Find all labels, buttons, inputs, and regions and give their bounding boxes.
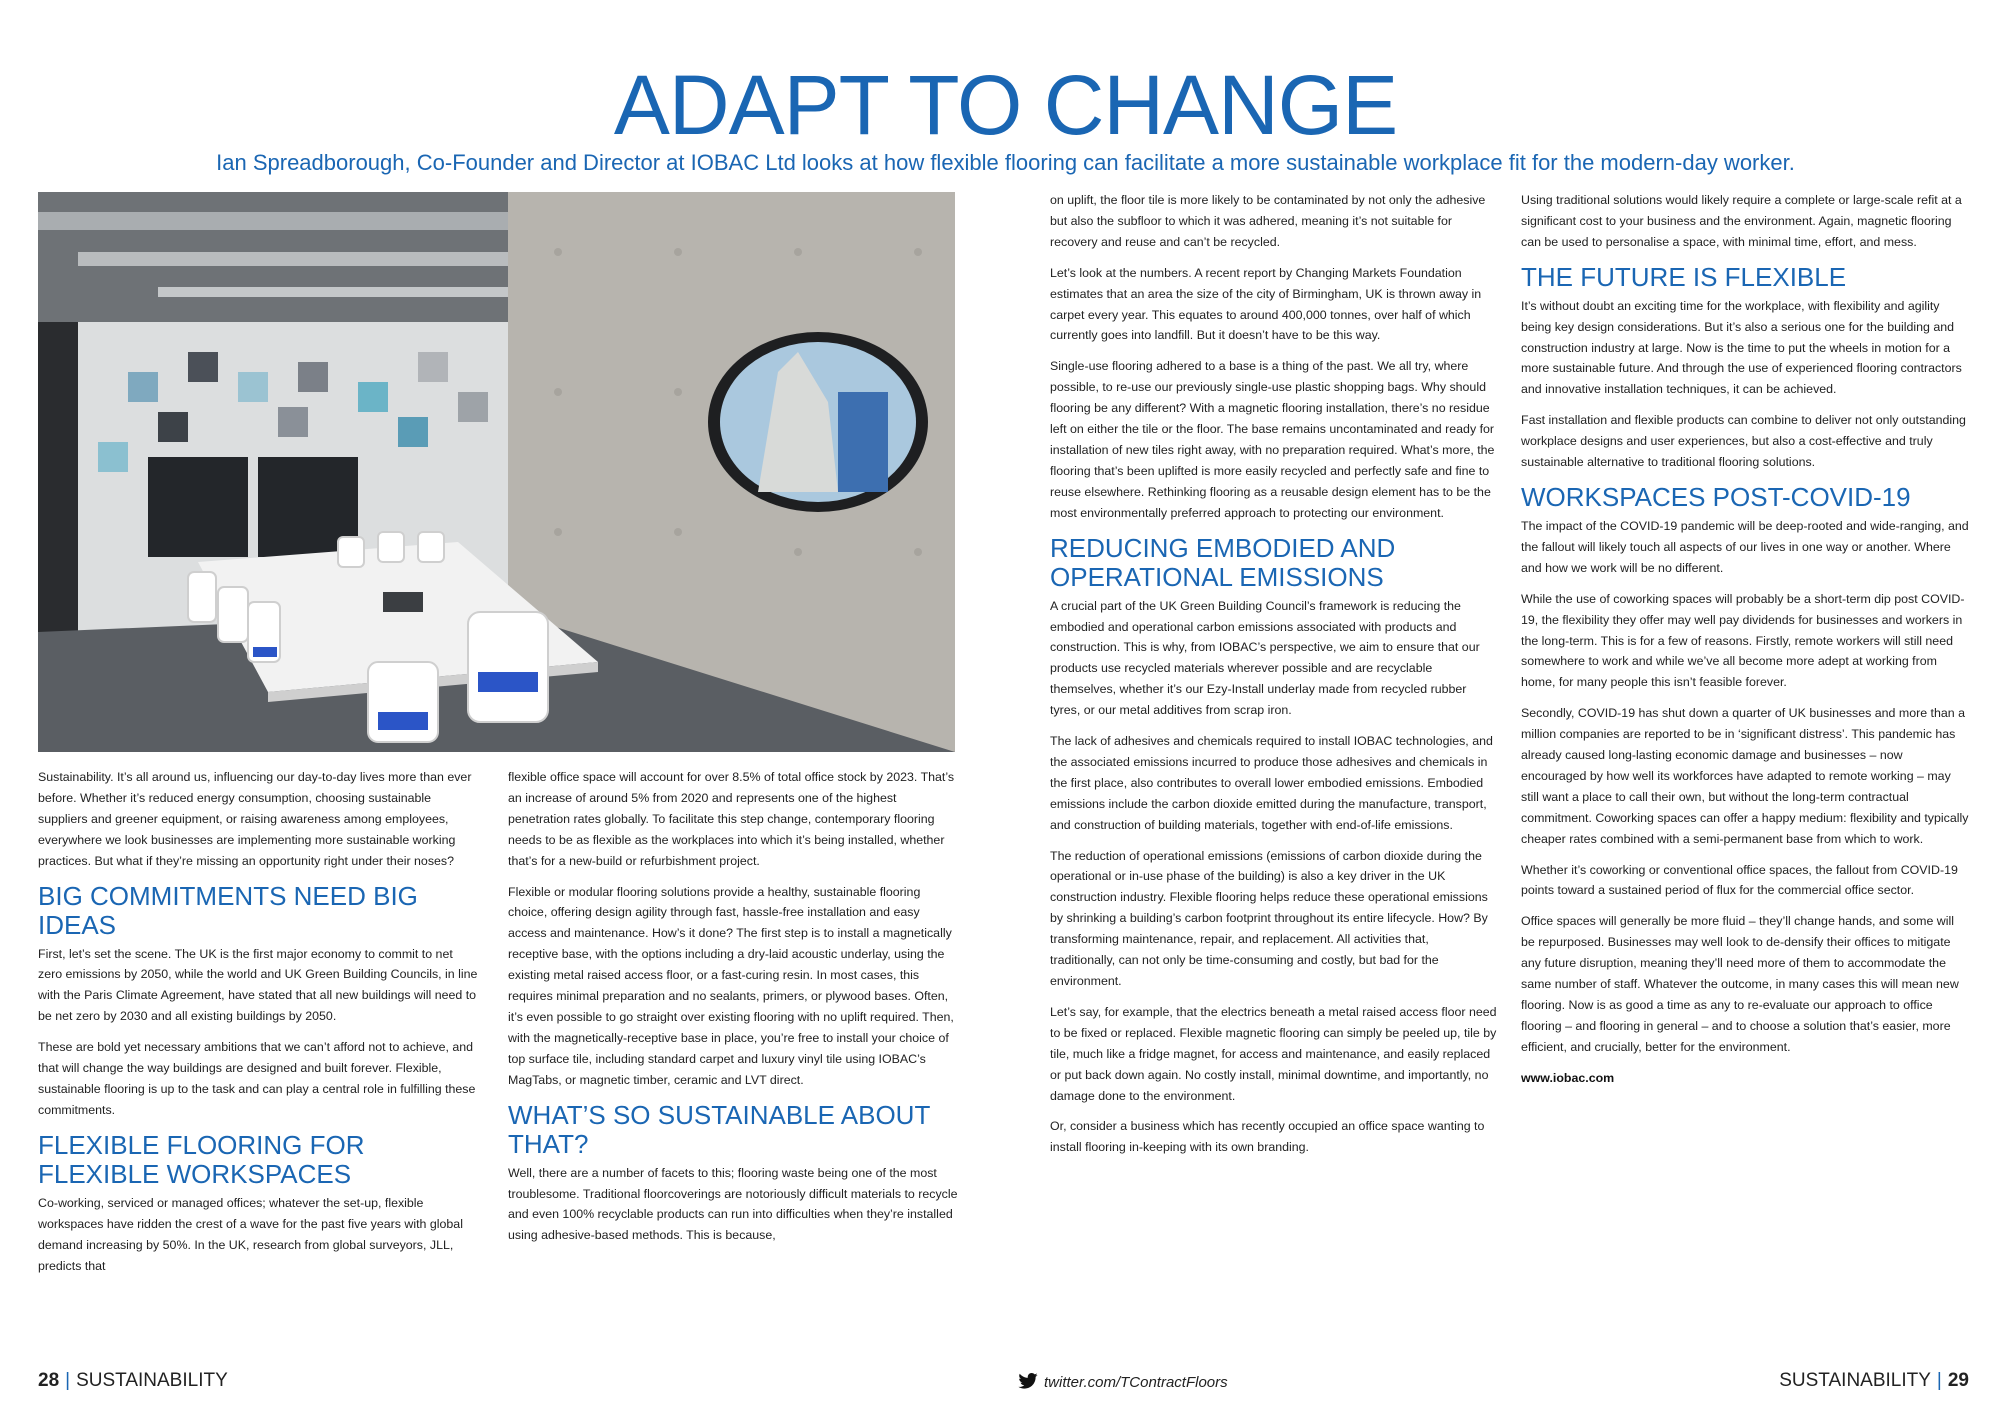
paragraph: The lack of adhesives and chemicals required to install IOBAC technologies, and the associated emissions incurred to produce those adhesives and chemicals in the first place, also contributes to overall lower embodied emissions. Embodied emissions include the carbon dioxide emitted during the manufacture, transport, and construction of building materials, together with end-of-life emissions.: [1050, 734, 1493, 832]
section-heading: THE FUTURE IS FLEXIBLE: [1521, 261, 1847, 292]
paragraph: Flexible or modular flooring solutions provide a healthy, sustainable flooring choice, offering design agility through fast, hassle-free installation and easy access and maintenance. How’s it done? The first step is to install a magnetically receptive base, with the options including a dry-laid acoustic underlay, using the existing metal raised access floor, or a fast-curing resin. In most cases, this requires minimal preparation and no sealants, primers, or plywood bases. Often, it’s even possible to go straight over existing flooring with no uplift required. Then, with the magnetically-receptive base in place, you’re free to install your choice of top surface tile, including standard carpet and luxury vinyl tile using IOBAC’s MagTabs, or magnetic timber, ceramic and LVT direct.: [508, 884, 954, 1087]
paragraph: Whether it’s coworking or conventional office spaces, the fallout from COVID-19 points toward a sustained period of flux for the commercial office sector.: [1521, 862, 1958, 898]
paragraph: The reduction of operational emissions (emissions of carbon dioxide during the operational or in-use phase of the building) is also a key driver in the UK construction industry. Flexible flooring helps reduce these operational emissions by shrinking a building’s carbon footprint throughout its entire lifecycle. How? By transforming maintenance, repair, and replacement. All activities that, traditionally, can not only be time-consuming and costly, but bad for the environment.: [1050, 848, 1488, 988]
paragraph: These are bold yet necessary ambitions that we can’t afford not to achieve, and that will change the way buildings are designed and built forever. Flexible, sustainable flooring is up to the task and can play a central role in fulfilling these commitments.: [38, 1040, 476, 1117]
footer-twitter[interactable]: [1018, 1373, 1228, 1393]
column-4: [1521, 190, 1971, 1099]
page-number-right: 29: [1947, 1370, 1969, 1391]
section-label-left: SUSTAINABILITY: [76, 1370, 228, 1391]
column-3: [1050, 190, 1497, 1168]
paragraph: Using traditional solutions would likely require a complete or large-scale refit at a significant cost to your business and the environment. Again, magnetic flooring can be used to personalise a space, with minimal time, effort, and mess.: [1521, 193, 1962, 249]
section-label-right: SUSTAINABILITY: [1779, 1370, 1931, 1391]
paragraph: flexible office space will account for over 8.5% of total office stock by 2023. That’s an increase of around 5% from 2020 and represents one of the highest penetration rates globally. To facilitate this step change, contemporary flooring needs to be as flexible as the workplaces into which it’s being installed, whether that’s for a new-build or refurbishment project.: [508, 770, 955, 868]
paragraph: A crucial part of the UK Green Building Council’s framework is reducing the embodied and operational carbon emissions associated with products and construction. This is why, from IOBAC’s perspective, we aim to ensure that our products use recycled materials wherever possible and are recyclable themselves, whether it’s our Ezy-Install underlay made from recycled rubber tyres, or our metal additives from scrap iron.: [1050, 598, 1480, 718]
paragraph: Let’s say, for example, that the electrics beneath a metal raised access floor need to be fixed or replaced. Flexible magnetic flooring can simply be peeled up, tile by tile, much like a fridge magnet, for access and maintenance, and easily replaced or put back down again. No costly install, minimal downtime, and importantly, no damage done to the environment.: [1050, 1004, 1497, 1103]
paragraph: Fast installation and flexible products can combine to deliver not only outstanding workplace designs and user experiences, but also a cost-effective and truly sustainable alternative to traditional flooring solutions.: [1521, 413, 1966, 470]
column-1: [38, 767, 478, 1286]
article-title: ADAPT TO CHANGE: [613, 58, 1398, 152]
paragraph: Let’s look at the numbers. A recent report by Changing Markets Foundation estimates that an area the size of the city of Birmingham, UK is thrown away in carpet every year. This equates to around 400,000 tonnes, over half of which currently goes into landfill. But it doesn’t have to be this way.: [1050, 265, 1482, 343]
footer-separator: |: [65, 1370, 71, 1391]
paragraph: Or, consider a business which has recently occupied an office space wanting to install flooring in-keeping with its own branding.: [1050, 1119, 1485, 1155]
meeting-room-photo: [38, 192, 955, 752]
paragraph: Office spaces will generally be more fluid – they’ll change hands, and some will be repurposed. Businesses may well look to de-densify their offices to mitigate any future disruption, meaning they’ll need more of them to accommodate the same number of staff. Whatever the outcome, in many cases this will mean new flooring. Now is as good a time as any to re-evaluate our approach to office flooring – and flooring in general – and to choose a solution that’s easier, more efficient, and crucially, better for the environment.: [1521, 914, 1959, 1054]
section-heading: WORKSPACES POST-COVID-19: [1521, 481, 1911, 512]
paragraph: While the use of coworking spaces will probably be a short-term dip post COVID-19, the flexibility they offer may well pay dividends for businesses and workers in the long-term. This is for a few of reasons. Firstly, remote workers will still need somewhere to work and while we’ve all become more adept at working from home, for many people this isn’t feasible forever.: [1521, 591, 1965, 690]
paragraph: on uplift, the floor tile is more likely to be contaminated by not only the adhesive but also the subfloor to which it was adhered, meaning it’s not suitable for recovery and reuse and can’t be recycled.: [1050, 193, 1486, 249]
paragraph: Single-use flooring adhered to a base is a thing of the past. We all try, where possible, to re-use our previously single-use plastic shopping bags. Why should flooring be any different? With a magnetic flooring installation, there’s no residue left on either the tile or the floor. The base remains uncontaminated and ready for installation of new tiles right away, with no preparation required. What’s more, the flooring that’s been uplifted is more easily recycled and perfectly safe and fine to reuse elsewhere. Rethinking flooring as a reusable design element has to be the most environmentally preferred approach to protecting our environment.: [1050, 359, 1495, 520]
section-heading: FLEXIBLE FLOORING FOR FLEXIBLE WORKSPACES: [38, 1129, 365, 1189]
paragraph: Sustainability. It’s all around us, influencing our day-to-day lives more than ever before. Whether it’s reduced energy consumption, choosing sustainable suppliers and greener equipment, or raising awareness among employees, everywhere we look businesses are implementing more sustainable working practices. But what if they’re missing an opportunity right under their noses?: [38, 770, 472, 868]
column-2: [508, 767, 958, 1256]
section-heading: WHAT’S SO SUSTAINABLE ABOUT THAT?: [508, 1099, 930, 1159]
section-heading: BIG COMMITMENTS NEED BIG IDEAS: [38, 880, 418, 940]
paragraph: The impact of the COVID-19 pandemic will be deep-rooted and wide-ranging, and the fallout will likely touch all aspects of our lives in one way or another. Where and how we work will be no different.: [1521, 518, 1969, 575]
footer-left: [38, 1370, 228, 1392]
paragraph: First, let’s set the scene. The UK is the first major economy to commit to net zero emissions by 2050, while the world and UK Green Building Councils, in line with the Paris Climate Agreement, have stated that all new buildings will need to be net zero by 2030 and all existing buildings by 2050.: [38, 946, 478, 1024]
page-number-left: 28: [38, 1370, 60, 1391]
paragraph: Secondly, COVID-19 has shut down a quarter of UK businesses and more than a million companies are reported to be in ‘significant distress’. This pandemic has already caused long-lasting economic damage and businesses – now encouraged by how well its workforces have adapted to remote working – may still want a place to call their own, but without the long-term contractual commitment. Coworking spaces can offer a happy medium: flexibility and typically cheaper rates combined with a semi-permanent base from which to work.: [1521, 706, 1969, 846]
website-link[interactable]: www.iobac.com: [1521, 1070, 1615, 1085]
twitter-icon: [1018, 1373, 1038, 1393]
twitter-handle: twitter.com/TContractFloors: [1044, 1373, 1228, 1391]
paragraph: It’s without doubt an exciting time for the workplace, with flexibility and agility being key design considerations. But it’s also a serious one for the building and construction industry at large. Now is the time to put the wheels in motion for a more sustainable future. And through the use of experienced flooring contractors and innovative installation techniques, it can be achieved.: [1521, 298, 1962, 397]
footer-separator: |: [1936, 1370, 1942, 1391]
article-standfirst: Ian Spreadborough, Co-Founder and Director at IOBAC Ltd looks at how flexible flooring can facilitate a more sustainable workplace fit for the modern-day worker.: [216, 150, 1795, 175]
footer-right: [1779, 1370, 1969, 1392]
paragraph: Co-working, serviced or managed offices; whatever the set-up, flexible workspaces have ridden the crest of a wave for the past five years with global demand increasing by 50%. In the UK, research from global surveyors, JLL, predicts that: [38, 1195, 463, 1273]
section-heading: REDUCING EMBODIED AND OPERATIONAL EMISSIONS: [1050, 532, 1396, 592]
paragraph: Well, there are a number of facets to this; flooring waste being one of the most troublesome. Traditional floorcoverings are notoriously difficult materials to recycle and even 100% recyclable products can run into difficulties when they’re installed using adhesive-based methods. This is because,: [508, 1165, 958, 1243]
